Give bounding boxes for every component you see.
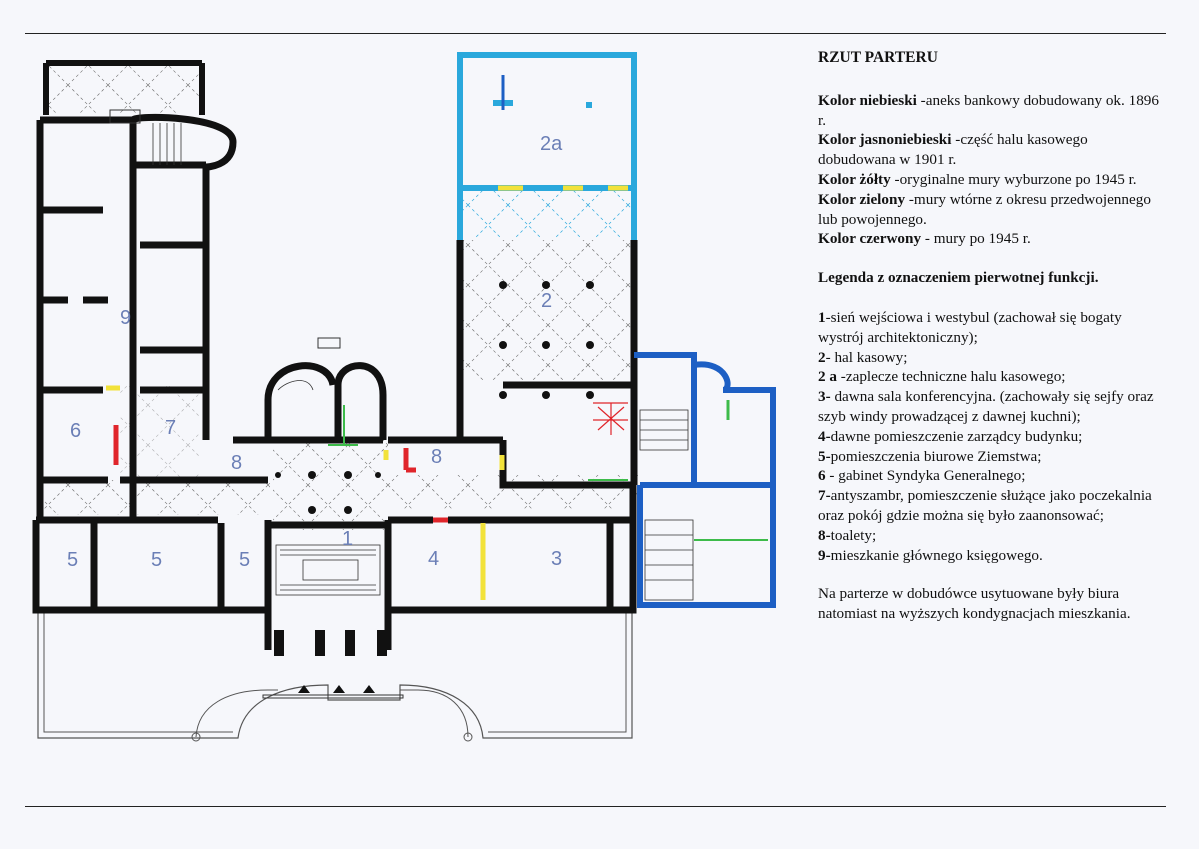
ground-floor-plan bbox=[28, 45, 788, 755]
color-legend-key: Kolor czerwony bbox=[818, 230, 922, 248]
function-legend-item bbox=[818, 367, 1168, 387]
driveway-curve bbox=[196, 690, 468, 737]
room-label-8a: 8 bbox=[231, 452, 243, 474]
function-legend-key: 2 bbox=[818, 348, 826, 366]
color-legend-separator: - bbox=[905, 190, 914, 208]
function-legend-text: dawne pomieszczenie zarządcy budynku; bbox=[830, 427, 1083, 445]
color-legend-item bbox=[818, 130, 1168, 170]
color-legend-key: Kolor żółty bbox=[818, 170, 891, 188]
legend-subtitle: Legenda z oznaczeniem pierwotnej funkcji. bbox=[818, 269, 1099, 287]
color-legend-key: Kolor jasnoniebieski bbox=[818, 131, 952, 149]
function-legend-text: antyszambr, pomieszczenie służące jako poczekalnia oraz pokój gdzie można się było zaanonsować; bbox=[818, 487, 1152, 524]
function-legend-text: dawna sala konferencyjna. (zachowały się sejfy oraz szyb windy prowadzącej z dawnej kuchni); bbox=[818, 388, 1154, 425]
function-legend-key: 1 bbox=[818, 308, 826, 326]
room-label-9: 9 bbox=[120, 307, 132, 329]
function-legend-text: -sień wejściowa i westybul (zachował się bogaty wystrój architektoniczny); bbox=[818, 308, 1122, 346]
legend-note: Na parterze w dobudówce usytuowane były biura natomiast na wyższych kondygnacjach mieszkania. bbox=[818, 585, 1131, 623]
color-legend-item bbox=[818, 91, 1168, 131]
color-legend-separator: - bbox=[916, 91, 926, 109]
function-legend-text: pomieszczenia biurowe Ziemstwa; bbox=[830, 447, 1042, 465]
room-label-2a: 2a bbox=[540, 133, 563, 155]
room-label-8b: 8 bbox=[431, 446, 443, 468]
function-legend-item bbox=[818, 466, 1168, 486]
portico-columns bbox=[263, 630, 403, 698]
function-legend-text: -zaplecze techniczne halu kasowego; bbox=[836, 368, 1066, 386]
function-legend-text: - hal kasowy; bbox=[825, 348, 908, 366]
stair-left bbox=[153, 123, 181, 165]
annex-stair bbox=[640, 410, 693, 600]
color-legend-key: Kolor niebieski bbox=[818, 91, 917, 109]
room-label-3: 3 bbox=[551, 548, 563, 570]
function-legend-key: 5- bbox=[818, 447, 831, 465]
color-legend-item bbox=[818, 229, 1168, 249]
color-legend-separator: - bbox=[951, 131, 961, 149]
color-legend-text: część halu kasowego dobudowana w 1901 r. bbox=[818, 131, 1088, 169]
room-label-5a: 5 bbox=[67, 549, 79, 571]
color-legend-item bbox=[818, 190, 1168, 230]
function-legend bbox=[818, 308, 1168, 565]
color-legend-key: Kolor zielony bbox=[818, 190, 906, 208]
color-legend-text: oryginalne mury wyburzone po 1945 r. bbox=[899, 170, 1137, 188]
room-label-5b: 5 bbox=[151, 549, 163, 571]
blue-annex-walls bbox=[634, 355, 773, 605]
room-label-1: 1 bbox=[342, 528, 354, 550]
room-label-6: 6 bbox=[70, 420, 82, 442]
function-legend-key: 4- bbox=[818, 427, 831, 445]
function-legend-item bbox=[818, 308, 1168, 348]
function-legend-key: 8- bbox=[818, 526, 831, 544]
function-legend-key: 9- bbox=[818, 546, 831, 564]
function-legend-text: mieszkanie głównego księgowego. bbox=[830, 546, 1043, 564]
function-legend-item bbox=[818, 387, 1168, 427]
color-legend bbox=[818, 91, 1168, 249]
bottom-rule bbox=[25, 806, 1166, 807]
room-label-5c: 5 bbox=[239, 549, 251, 571]
red-spiral-stair bbox=[593, 403, 628, 435]
function-legend-item bbox=[818, 348, 1168, 368]
legend-panel bbox=[818, 48, 1168, 624]
room-label-2: 2 bbox=[541, 290, 553, 312]
top-rule bbox=[25, 33, 1166, 34]
room-label-7: 7 bbox=[165, 417, 177, 439]
color-legend-separator: - bbox=[921, 230, 934, 248]
function-legend-key: 7- bbox=[818, 487, 831, 505]
function-legend-key: 6 bbox=[818, 467, 826, 485]
function-legend-item bbox=[818, 427, 1168, 447]
color-legend-text: mury wtórne z okresu przedwojennego lub powojennego. bbox=[818, 190, 1151, 228]
function-legend-text: toalety; bbox=[830, 526, 877, 544]
color-legend-text: aneks bankowy dobudowany ok. 1896 r. bbox=[818, 91, 1159, 129]
function-legend-key: 3- bbox=[818, 388, 831, 406]
function-legend-text: - gabinet Syndyka Generalnego; bbox=[825, 467, 1026, 485]
plan-title: RZUT PARTERU bbox=[818, 49, 938, 66]
function-legend-item bbox=[818, 486, 1168, 526]
terrace-outline bbox=[38, 610, 632, 738]
function-legend-item bbox=[818, 447, 1168, 467]
function-legend-key: 2 a bbox=[818, 368, 837, 386]
color-legend-separator: - bbox=[890, 170, 900, 188]
function-legend-item bbox=[818, 546, 1168, 566]
color-legend-text: mury po 1945 r. bbox=[933, 230, 1031, 248]
color-legend-item bbox=[818, 170, 1168, 190]
room-label-4: 4 bbox=[428, 548, 440, 570]
function-legend-item bbox=[818, 526, 1168, 546]
